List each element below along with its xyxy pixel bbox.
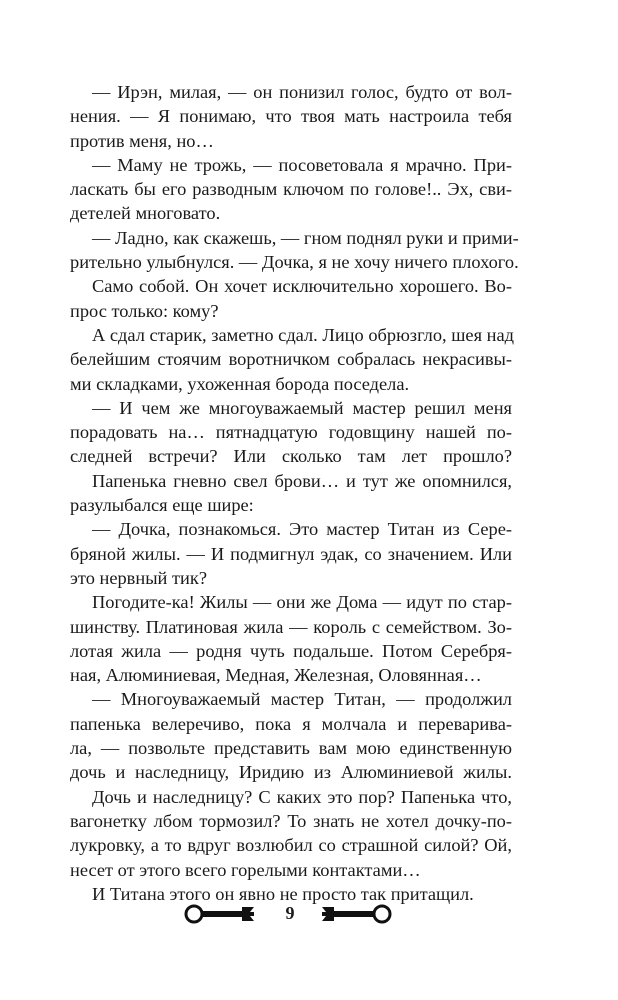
text-line: ла, — позвольте представить вам мою единственную (70, 738, 512, 759)
text-line: И Титана этого он явно не просто так притащил. (92, 883, 474, 904)
wrench-icon (316, 904, 392, 929)
text-line: против меня, но… (70, 130, 214, 151)
text-line: нения. — Я понимаю, что твоя мать настроила тебя (70, 106, 512, 127)
text-line: А сдал старик, заметно сдал. Лицо обрюзгло, шея над (92, 324, 514, 345)
text-line: это нервный тик? (70, 567, 207, 588)
text-line: следней встречи? Или сколько там лет прошло? (70, 446, 512, 467)
text-line: Папенька гневно свел брови… и тут же опомнился, (92, 470, 512, 491)
text-line: — Ирэн, милая, — он понизил голос, будто от вол- (92, 82, 512, 102)
text-line: лотая жила — родня чуть подальше. Потом Серебря- (70, 640, 512, 661)
wrench-icon (184, 904, 260, 929)
text-line: шинству. Платиновая жила — король с семейством. Зо- (70, 616, 512, 637)
text-line: вагонетку лбом тормозил? То знать не хотел дочку-по- (70, 810, 512, 831)
text-line: ласкать бы его разводным ключом по голове!.. Эх, сви- (70, 179, 512, 200)
text-line: лукровку, а то вдруг возлюбил со страшной силой? Ой, (70, 835, 512, 856)
text-line: — Многоуважаемый мастер Титан, — продолжил (92, 689, 512, 710)
text-line: белейшим стоячим воротничком собралась некрасивы- (70, 349, 512, 370)
text-line: порадовать на… пятнадцатую годовщину нашей по- (70, 422, 512, 443)
page-footer (0, 898, 618, 928)
body-text (70, 80, 519, 906)
text-line: прос только: кому? (70, 300, 219, 321)
text-line: ми складками, ухоженная борода поседела. (70, 373, 410, 394)
page-number: 9 (285, 903, 295, 923)
text-line: рительно улыбнулся. — Дочка, я не хочу ничего плохого. (70, 252, 519, 273)
text-line: ная, Алюминиевая, Медная, Железная, Оловянная… (70, 665, 482, 686)
text-line: детелей многовато. (70, 203, 221, 224)
text-line: — И чем же многоуважаемый мастер решил меня (92, 397, 512, 418)
text-line: бряной жилы. — И подмигнул эдак, со значением. Или (70, 543, 512, 564)
text-line: — Маму не трожь, — посоветовала я мрачно. При- (92, 154, 512, 175)
text-line: — Дочка, познакомься. Это мастер Титан из Сере- (92, 519, 512, 540)
text-line: папенька велеречиво, пока я молчала и переварива- (70, 713, 512, 734)
text-line: Дочь и наследницу? С каких это пор? Папенька что, (92, 786, 512, 807)
text-line: дочь и наследницу, Иридию из Алюминиевой жилы. (70, 762, 512, 783)
text-line: несет от этого всего горелыми контактами… (70, 859, 421, 880)
text-line: Само собой. Он хочет исключительно хорошего. Во- (92, 276, 512, 297)
text-line: Погодите-ка! Жилы — они же Дома — идут по стар- (92, 592, 512, 613)
text-line: — Ладно, как скажешь, — гном поднял руки и прими- (92, 227, 519, 248)
text-line: разулыбался еще шире: (70, 495, 254, 516)
